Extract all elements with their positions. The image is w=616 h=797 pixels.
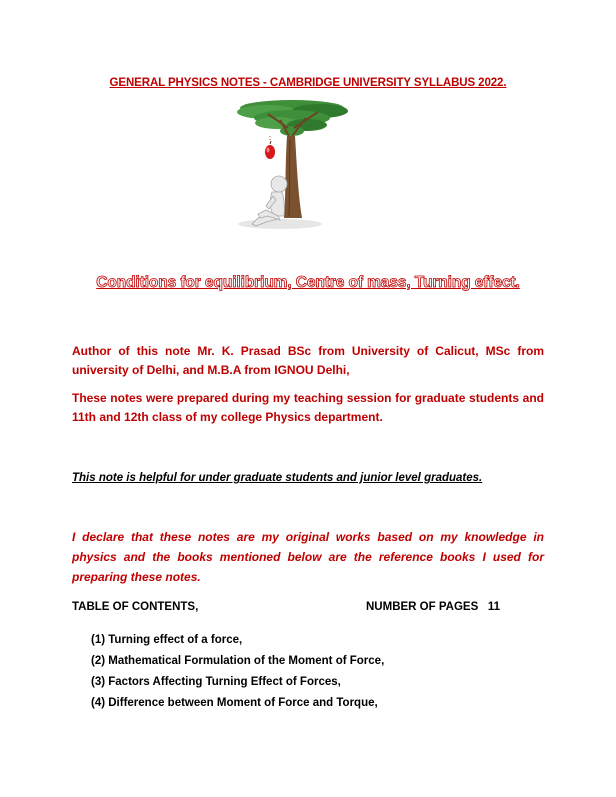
author-paragraph: Author of this note Mr. K. Prasad BSc from University of Calicut, MSc from university of Delhi, and M.B.A from IGNOU Delhi, bbox=[72, 344, 544, 377]
document-header-title: GENERAL PHYSICS NOTES - CAMBRIDGE UNIVERSITY SYLLABUS 2022. bbox=[109, 77, 507, 89]
toc-item: (3) Factors Affecting Turning Effect of Forces, bbox=[91, 676, 341, 688]
toc-heading: TABLE OF CONTENTS, bbox=[72, 601, 199, 613]
toc-item: (4) Difference between Moment of Force and Torque, bbox=[91, 697, 378, 709]
toc-item: (1) Turning effect of a force, bbox=[91, 634, 243, 646]
toc-pages-label: NUMBER OF PAGES 11 bbox=[366, 601, 500, 613]
person-under-apple-tree-icon bbox=[222, 98, 362, 233]
toc-item: (2) Mathematical Formulation of the Moment of Force, bbox=[91, 655, 385, 667]
prepared-paragraph: These notes were prepared during my teaching session for graduate students and 11th and 12th class of my college Physics department. bbox=[72, 391, 544, 424]
topic-title: Conditions for equilibrium, Centre of mass, Turning effect. bbox=[96, 274, 520, 291]
toc-list bbox=[91, 630, 384, 714]
helpful-note: This note is helpful for under graduate students and junior level graduates. bbox=[72, 472, 483, 484]
declaration-paragraph: I declare that these notes are my original works based on my knowledge in physics and the books mentioned below are the reference books I used for preparing these notes. bbox=[72, 530, 544, 584]
